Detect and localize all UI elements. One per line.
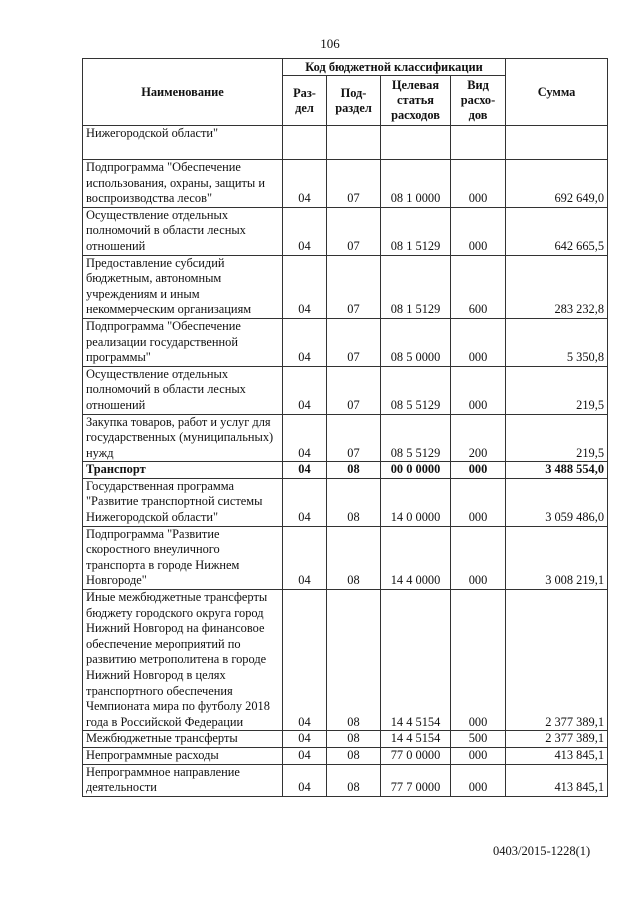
row-expense-type-cell: 000: [451, 590, 506, 731]
row-name-cell: Непрограммные расходы: [83, 747, 283, 764]
row-razdel-cell: 04: [283, 764, 327, 796]
row-sum-cell: [506, 126, 608, 160]
row-target-article-cell: 77 7 0000: [381, 764, 451, 796]
table-row: [83, 764, 608, 796]
row-podrazdel-cell: 08: [327, 462, 381, 479]
row-expense-type-cell: 500: [451, 731, 506, 748]
row-target-article-cell: 08 1 0000: [381, 160, 451, 208]
row-sum-cell: 3 488 554,0: [506, 462, 608, 479]
row-podrazdel-cell: 08: [327, 731, 381, 748]
row-sum-cell: 219,5: [506, 366, 608, 414]
row-expense-type-cell: 000: [451, 764, 506, 796]
row-razdel-cell: 04: [283, 255, 327, 318]
row-podrazdel-cell: 08: [327, 747, 381, 764]
header-expense-type-line: дов: [468, 108, 488, 122]
row-sum-cell: 3 059 486,0: [506, 478, 608, 526]
table-row: [83, 207, 608, 255]
page-number: 106: [320, 36, 340, 51]
table-row: [83, 318, 608, 366]
header-expense-type-line: расхо-: [460, 93, 496, 107]
header-razdel-line: Раз-: [293, 85, 316, 100]
table-row: [83, 255, 608, 318]
row-target-article-cell: 08 5 5129: [381, 366, 451, 414]
row-expense-type-cell: 000: [451, 526, 506, 589]
header-target-article: [381, 76, 451, 126]
row-sum-cell: 2 377 389,1: [506, 731, 608, 748]
row-target-article-cell: 14 4 0000: [381, 526, 451, 589]
table-row: [83, 366, 608, 414]
row-razdel-cell: 04: [283, 366, 327, 414]
row-podrazdel-cell: 08: [327, 764, 381, 796]
header-expense-type: [451, 76, 506, 126]
table-row: [83, 747, 608, 764]
table-row: [83, 414, 608, 462]
row-target-article-cell: 14 4 5154: [381, 590, 451, 731]
row-target-article-cell: 00 0 0000: [381, 462, 451, 479]
row-target-article-cell: 08 1 5129: [381, 255, 451, 318]
row-sum-cell: 692 649,0: [506, 160, 608, 208]
table-row: [83, 462, 608, 479]
row-sum-cell: 642 665,5: [506, 207, 608, 255]
row-expense-type-cell: [451, 126, 506, 160]
row-expense-type-cell: 000: [451, 160, 506, 208]
row-podrazdel-cell: 07: [327, 414, 381, 462]
row-razdel-cell: 04: [283, 478, 327, 526]
row-podrazdel-cell: 07: [327, 255, 381, 318]
document-code: 0403/2015-1228(1): [493, 844, 591, 858]
row-target-article-cell: 08 1 5129: [381, 207, 451, 255]
row-expense-type-cell: 000: [451, 747, 506, 764]
header-classification-code: Код бюджетной классификации: [283, 59, 506, 76]
row-podrazdel-cell: 08: [327, 526, 381, 589]
row-target-article-cell: 08 5 5129: [381, 414, 451, 462]
row-target-article-cell: 14 0 0000: [381, 478, 451, 526]
header-razdel: [283, 76, 327, 126]
row-razdel-cell: 04: [283, 526, 327, 589]
row-sum-cell: 413 845,1: [506, 764, 608, 796]
row-expense-type-cell: 600: [451, 255, 506, 318]
header-target-article-line: Целевая: [391, 78, 440, 92]
budget-table: [82, 58, 608, 797]
row-target-article-cell: [381, 126, 451, 160]
row-expense-type-cell: 200: [451, 414, 506, 462]
header-target-article-line: расходов: [391, 108, 440, 122]
row-razdel-cell: 04: [283, 160, 327, 208]
row-name-cell: Подпрограмма "Обеспечение использования, охраны, защиты и воспроизводства лесов": [83, 160, 283, 208]
row-target-article-cell: 08 5 0000: [381, 318, 451, 366]
row-sum-cell: 219,5: [506, 414, 608, 462]
table-row: [83, 590, 608, 731]
row-name-cell: Осуществление отдельных полномочий в области лесных отношений: [83, 207, 283, 255]
row-razdel-cell: 04: [283, 590, 327, 731]
row-name-cell: Подпрограмма "Обеспечение реализации государственной программы": [83, 318, 283, 366]
row-name-cell: Непрограммное направление деятельности: [83, 764, 283, 796]
row-razdel-cell: [283, 126, 327, 160]
row-expense-type-cell: 000: [451, 462, 506, 479]
row-target-article-cell: 14 4 5154: [381, 731, 451, 748]
table-body: [83, 126, 608, 797]
header-podrazdel: [327, 76, 381, 126]
row-name-cell: Иные межбюджетные трансферты бюджету городского округа город Нижний Новгород на финансовое обеспечение мероприятий по развитию метрополитена в городе Нижний Новгород в целях транспортного обеспечения Чемпионата мира по футболу 2018 года в Российской Федерации: [83, 590, 283, 731]
row-podrazdel-cell: 07: [327, 207, 381, 255]
header-razdel-line: дел: [295, 100, 314, 115]
table-row: [83, 731, 608, 748]
row-sum-cell: 3 008 219,1: [506, 526, 608, 589]
row-name-cell: Межбюджетные трансферты: [83, 731, 283, 748]
row-razdel-cell: 04: [283, 318, 327, 366]
row-razdel-cell: 04: [283, 747, 327, 764]
row-name-cell: Нижегородской области": [83, 126, 283, 160]
row-name-cell: Закупка товаров, работ и услуг для государственных (муниципальных) нужд: [83, 414, 283, 462]
header-podrazdel-line: Под-: [340, 85, 367, 100]
header-expense-type-line: Вид: [467, 78, 489, 92]
row-name-cell: Государственная программа "Развитие транспортной системы Нижегородской области": [83, 478, 283, 526]
row-target-article-cell: 77 0 0000: [381, 747, 451, 764]
row-razdel-cell: 04: [283, 731, 327, 748]
row-sum-cell: 413 845,1: [506, 747, 608, 764]
table-row: [83, 126, 608, 160]
row-sum-cell: 2 377 389,1: [506, 590, 608, 731]
row-name-cell: Подпрограмма "Развитие скоростного внеуличного транспорта в городе Нижнем Новгороде": [83, 526, 283, 589]
row-expense-type-cell: 000: [451, 366, 506, 414]
header-name: Наименование: [83, 59, 283, 126]
header-sum: Сумма: [506, 59, 608, 126]
row-name-cell: Транспорт: [83, 462, 283, 479]
row-podrazdel-cell: [327, 126, 381, 160]
row-razdel-cell: 04: [283, 462, 327, 479]
row-expense-type-cell: 000: [451, 478, 506, 526]
table-row: [83, 478, 608, 526]
row-name-cell: Предоставление субсидий бюджетным, автономным учреждениям и иным некоммерческим организациям: [83, 255, 283, 318]
row-podrazdel-cell: 07: [327, 318, 381, 366]
row-sum-cell: 283 232,8: [506, 255, 608, 318]
row-podrazdel-cell: 07: [327, 160, 381, 208]
header-podrazdel-line: раздел: [335, 100, 372, 115]
row-razdel-cell: 04: [283, 414, 327, 462]
table-row: [83, 526, 608, 589]
row-expense-type-cell: 000: [451, 318, 506, 366]
row-expense-type-cell: 000: [451, 207, 506, 255]
row-podrazdel-cell: 08: [327, 478, 381, 526]
row-podrazdel-cell: 08: [327, 590, 381, 731]
header-target-article-line: статья: [397, 93, 434, 107]
table-row: [83, 160, 608, 208]
row-razdel-cell: 04: [283, 207, 327, 255]
row-podrazdel-cell: 07: [327, 366, 381, 414]
row-name-cell: Осуществление отдельных полномочий в области лесных отношений: [83, 366, 283, 414]
row-sum-cell: 5 350,8: [506, 318, 608, 366]
